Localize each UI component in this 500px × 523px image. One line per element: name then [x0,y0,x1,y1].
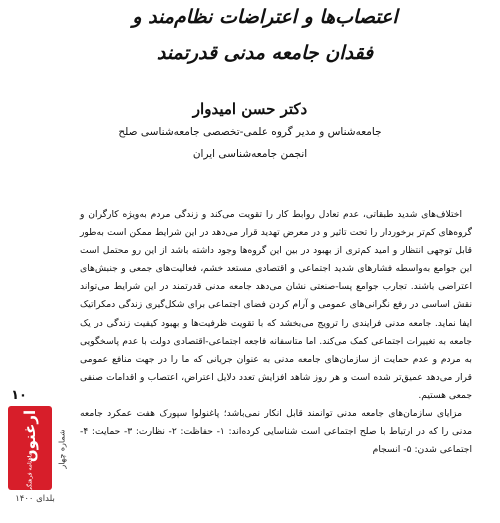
author-affiliation-line2: انجمن جامعه‌شناسی ایران [192,148,308,160]
article-title-line2: فقدان جامعه مدنی قدرتمند [156,42,374,64]
article-paragraph: مزایای سازمان‌های جامعه مدنی توانمند قابل انکار نمی‌باشد؛ پاغنولوا سپورک هفت عمکرد جامعه مدنی را که در ارتباط با صلح اجتماعی است شناسایی کرده‌اند: ۱- حفاظت: ۲- نظارت: ۳- حمایت: ۴- اجتماعی شدن: ۵- انسجام [80,408,473,456]
issue-season: بلدای ۱۴۰۰ [15,494,55,504]
issue-label [56,410,68,488]
issue-text: شماره چهار [57,429,67,469]
article-paragraph: اختلاف‌های شدید طبقاتی، عدم تعادل روابط کار را تقویت می‌کند و زندگی مردم به‌ویژه کارگران و گروه‌های کم‌تر برخوردار را تحت تاثیر و در معرض تهدید قرار می‌دهد در این شرایط ممکن است به‌طور قابل توجهی انتظار و امید کم‌تری از بهبود در بین این گروه‌ها وجود داشته باشد از این رو محتمل است این جوامع به‌واسطه فشارهای شدید اجتماعی و اقتصادی مستعد خشم، فعالیت‌های جمعی و جنبش‌های اعتراضی باشند. تجارب جوامع پسا-صنعتی نشان می‌دهد جامعه مدنی قدرتمند در این شرایط می‌تواند نقش اساسی در رفع نگرانی‌های عمومی و آرام کردن فضای اجتماعی برای شکل‌گیری زندگی دمکراتیک ایفا نماید. جامعه مدنی فرایندی را ترویج می‌بخشد که با تقویت ظرفیت‌ها و بهبود کیفیت زندگی در یک جامعه به تغییرات اجتماعی کمک می‌کند. اما متاسفانه فاجعه اجتماعی-اقتصادی دولت با عدم پاسخگویی به مردم و عدم حمایت از سازمان‌های جامعه مدنی به عنوان جریانی که ما را در جهت منافع عمومی قرار می‌دهد عمیق‌تر شده است و هر روز شاهد افزایش تعدد دلایل اعتراض، اعتصاب و اقدامات صنفی جمعی هستیم. [80,209,472,401]
magazine-logo [8,406,52,490]
logo-text: ارغنون [21,409,39,463]
article-title-line1: اعتصاب‌ها و اعتراضات نظام‌مند و [132,6,398,28]
author-affiliation-line1: جامعه‌شناس و مدیر گروه علمی-تخصصی جامعه‌شناسی صلح [118,126,382,138]
article-body [80,206,472,459]
page-number: ۱۰ [11,388,27,403]
author-name: دکتر حسن امیدوار [192,100,308,118]
logo-subtitle: ماهنامه فرهنگی [26,452,34,492]
